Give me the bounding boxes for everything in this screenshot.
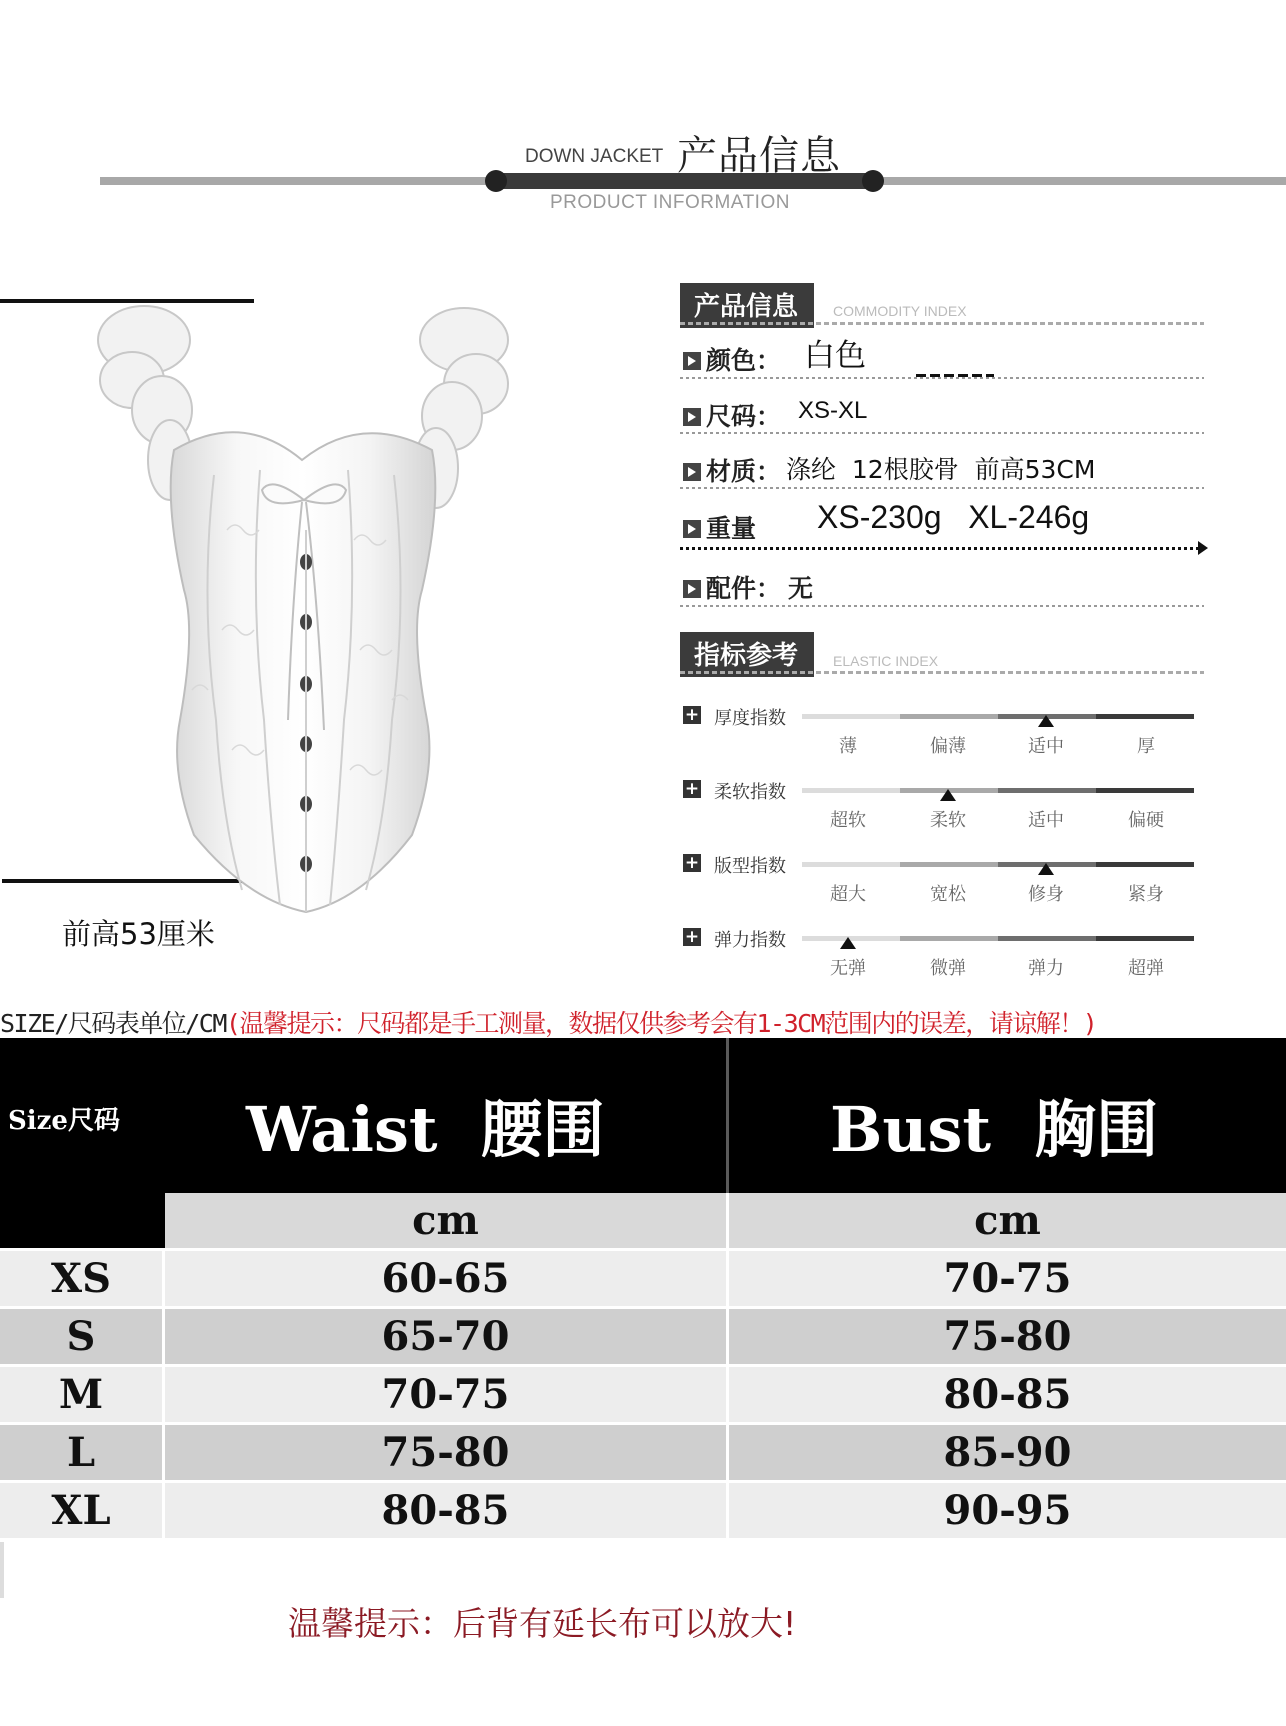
elastic-underline bbox=[680, 671, 1204, 674]
bust-cell: 80-85 bbox=[943, 1371, 1072, 1418]
header-dot-right bbox=[862, 170, 884, 192]
header-dot-left bbox=[485, 170, 507, 192]
bust-cell: 85-90 bbox=[943, 1429, 1072, 1476]
index-bar-segment bbox=[1096, 788, 1194, 793]
row-divider bbox=[680, 487, 1204, 489]
prop-weight-value: XS-230g XL-246g bbox=[817, 499, 1090, 535]
index-label: 柔软指数 bbox=[714, 782, 786, 803]
size-table-caption bbox=[0, 1004, 1096, 1040]
col-waist-header: Waist 腰围 bbox=[246, 1093, 605, 1166]
prop-size-value: XS-XL bbox=[798, 397, 868, 424]
index-tick-label: 薄 bbox=[839, 736, 857, 757]
weight-dotted-rule bbox=[680, 547, 1202, 550]
plus-icon: + bbox=[684, 779, 700, 799]
prop-color-value: 白色 bbox=[804, 338, 866, 374]
index-marker-icon bbox=[940, 789, 956, 801]
table-row bbox=[0, 1425, 1286, 1480]
prop-size-label: 尺码： bbox=[706, 402, 782, 431]
index-bar-segment bbox=[900, 714, 998, 719]
bullet-icon bbox=[683, 580, 701, 598]
plus-icon: + bbox=[684, 705, 700, 725]
corset-product-image bbox=[92, 300, 520, 922]
prop-accessory-value: 无 bbox=[788, 574, 814, 603]
index-bar-segment bbox=[1096, 862, 1194, 867]
index-bar-segment bbox=[802, 862, 900, 867]
index-bar-segment bbox=[1096, 714, 1194, 719]
size-cell: L bbox=[66, 1429, 96, 1476]
size-caption-note: (温馨提示：尺码都是手工测量，数据仅供参考会有1-3CM范围内的误差，请谅解！) bbox=[225, 1009, 1097, 1038]
elastic-section-sub: ELASTIC INDEX bbox=[833, 653, 939, 669]
col-size-header: Size尺码 bbox=[8, 1106, 120, 1136]
index-tick-label: 紧身 bbox=[1128, 884, 1164, 905]
prop-material-value: 涤纶 12根胶骨 前高53CM bbox=[786, 455, 1096, 484]
index-tick-label: 修身 bbox=[1028, 884, 1064, 905]
index-label: 版型指数 bbox=[714, 856, 786, 877]
bullet-icon bbox=[683, 463, 701, 481]
index-tick-label: 超大 bbox=[830, 884, 866, 905]
row-divider bbox=[680, 377, 1204, 379]
footer-tip: 温馨提示：后背有延长布可以放大! bbox=[288, 1604, 797, 1643]
unit-row bbox=[0, 1193, 1286, 1248]
waist-cell: 75-80 bbox=[381, 1429, 510, 1476]
bust-cell: 90-95 bbox=[943, 1487, 1072, 1534]
size-cell: S bbox=[66, 1313, 96, 1360]
index-marker-icon bbox=[1038, 715, 1054, 727]
waist-cell: 70-75 bbox=[381, 1371, 510, 1418]
commodity-underline bbox=[680, 322, 1204, 325]
index-bar-segment bbox=[802, 714, 900, 719]
bust-cell: 70-75 bbox=[943, 1255, 1072, 1302]
bust-cell: 75-80 bbox=[943, 1313, 1072, 1360]
row-divider bbox=[680, 432, 1204, 434]
index-bar-segment bbox=[900, 862, 998, 867]
index-tick-label: 超弹 bbox=[1128, 958, 1164, 979]
header-title-en: DOWN JACKET bbox=[525, 146, 664, 167]
index-tick-label: 厚 bbox=[1137, 736, 1155, 757]
header-divider bbox=[726, 1038, 729, 1193]
index-label: 弹力指数 bbox=[714, 930, 786, 951]
col-bust-header: Bust 胸围 bbox=[830, 1093, 1159, 1166]
prop-material-label: 材质： bbox=[706, 457, 782, 486]
waist-cell: 65-70 bbox=[381, 1313, 510, 1360]
index-marker-icon bbox=[840, 937, 856, 949]
unit-waist: cm bbox=[412, 1197, 479, 1244]
index-tick-label: 宽松 bbox=[930, 884, 966, 905]
commodity-section-title: 产品信息 bbox=[680, 283, 814, 328]
bullet-icon bbox=[683, 408, 701, 426]
row-divider bbox=[680, 605, 1204, 607]
size-caption-prefix: SIZE/尺码表单位/CM bbox=[0, 1009, 226, 1038]
unit-bust: cm bbox=[974, 1197, 1041, 1244]
table-edge bbox=[0, 1542, 4, 1598]
front-height-caption: 前高53厘米 bbox=[62, 917, 215, 951]
size-cell: M bbox=[58, 1371, 104, 1418]
index-tick-label: 超软 bbox=[830, 810, 866, 831]
index-bar-segment bbox=[1096, 936, 1194, 941]
header-title-cn: 产品信息 bbox=[677, 133, 841, 179]
bullet-icon bbox=[683, 352, 701, 370]
arrow-right-icon bbox=[1198, 541, 1208, 555]
index-tick-label: 微弹 bbox=[930, 958, 966, 979]
header-subtitle: PRODUCT INFORMATION bbox=[550, 192, 790, 213]
size-cell: XL bbox=[51, 1487, 111, 1534]
prop-accessory-label: 配件： bbox=[706, 574, 782, 603]
table-row bbox=[0, 1483, 1286, 1538]
index-tick-label: 适中 bbox=[1028, 736, 1064, 757]
waist-cell: 60-65 bbox=[381, 1255, 510, 1302]
bullet-icon bbox=[683, 520, 701, 538]
waist-cell: 80-85 bbox=[381, 1487, 510, 1534]
table-row bbox=[0, 1251, 1286, 1306]
index-tick-label: 偏薄 bbox=[930, 736, 966, 757]
index-bar-segment bbox=[900, 936, 998, 941]
index-bar-segment bbox=[998, 936, 1096, 941]
prop-color-label: 颜色： bbox=[706, 346, 782, 375]
index-tick-label: 偏硬 bbox=[1128, 810, 1164, 831]
index-tick-label: 适中 bbox=[1028, 810, 1064, 831]
index-label: 厚度指数 bbox=[714, 708, 786, 729]
elastic-section-title: 指标参考 bbox=[680, 632, 814, 677]
unit-row-size-cell bbox=[0, 1193, 165, 1248]
table-row bbox=[0, 1309, 1286, 1364]
size-cell: XS bbox=[51, 1255, 111, 1302]
row-gap bbox=[0, 1538, 1286, 1541]
plus-icon: + bbox=[684, 927, 700, 947]
index-bar-segment bbox=[998, 788, 1096, 793]
index-marker-icon bbox=[1038, 863, 1054, 875]
index-tick-label: 弹力 bbox=[1028, 958, 1064, 979]
prop-weight-label: 重量 bbox=[706, 514, 757, 543]
commodity-section-sub: COMMODITY INDEX bbox=[833, 303, 967, 319]
plus-icon: + bbox=[684, 853, 700, 873]
index-tick-label: 柔软 bbox=[930, 810, 966, 831]
index-bar-segment bbox=[802, 788, 900, 793]
table-row bbox=[0, 1367, 1286, 1422]
index-tick-label: 无弹 bbox=[830, 958, 866, 979]
